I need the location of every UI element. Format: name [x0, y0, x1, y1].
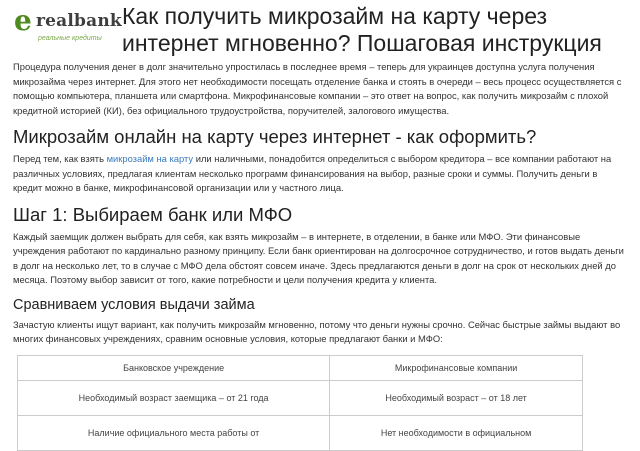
section-heading-online: Микрозайм онлайн на карту через интернет - как оформить? — [13, 126, 537, 147]
page-title: Как получить микрозайм на карту через интернет мгновенно? Пошаговая инструкция — [122, 3, 602, 56]
section-compare-paragraph: Зачастую клиенты ищут вариант, как получить микрозайм мгновенно, потому что деньги нужны срочно. Сейчас быстрые займы выдают во многих финансовых учреждениях, сравним основные условия, которые предлагают банки и МФО: — [13, 318, 621, 344]
table-row — [18, 415, 583, 450]
section-heading-step1: Шаг 1: Выбираем банк или МФО — [13, 203, 293, 225]
intro-paragraph: Процедура получения денег в долг значительно упростилась в последнее время – теперь для украинцев доступна услуга получения микрозайма через интернет. Для этого нет необходимости посещать отделение банка и стоять в очереди – весь процесс осуществляется с помощью компьютера, планшета или смартфона. Микрофинансовые компании – это ответ на вопрос, как получить микрозайм с плохой кредитной историей (КИ), без официального трудоустройства, поручителей, залогового имущества. — [13, 61, 622, 116]
table-cell: Нет необходимости в официальном — [330, 415, 583, 450]
section-heading-compare: Сравниваем условия выдачи займа — [13, 296, 255, 313]
column-header-mfo: Микрофинансовые компании — [330, 355, 583, 380]
comparison-table — [17, 355, 583, 451]
page-header — [0, 0, 640, 56]
article-body — [13, 60, 628, 451]
section-online-paragraph — [13, 152, 628, 196]
paragraph-text: или наличными, понадобится определиться с выбором кредитора – все компании работают на различных условиях, предлагая клиентам несколько программ финансирования на выбор, разные сроки и суммы. Получить деньги в кредит можно в банке, микрофинансовой организации или у частного лица. — [13, 153, 612, 193]
logo-tagline: реальные кредиты — [38, 35, 102, 42]
table-cell: Наличие официального места работы от — [18, 415, 330, 450]
section-step1-paragraph: Каждый заемщик должен выбрать для себя, как взять микрозайм – в интернете, в отделении, в банке или МФО. Эти финансовые учреждения работают по кардинально разному принципу. Если банк ориентирован на долгосрочное сотрудничество, и готов выдать деньги в долг на несколько лет, то в случае с МФО дела обстоят совсем иначе. Здесь предлагаются деньги в долг на срок от нескольких дней до месяца. Поэтому выбор зависит от того, какие потребности и цели получения кредита у клиента. — [13, 230, 624, 285]
table-row — [18, 380, 583, 415]
table-cell: Необходимый возраст заемщика – от 21 года — [18, 380, 330, 415]
table-cell: Необходимый возраст – от 18 лет — [330, 380, 583, 415]
table-header-row — [18, 355, 583, 380]
logo-name: realbank — [36, 11, 122, 31]
logo-mark: e — [14, 4, 32, 37]
column-header-bank: Банковское учреждение — [18, 355, 330, 380]
microloan-card-link[interactable]: микрозайм на карту — [106, 153, 194, 164]
paragraph-text: Перед тем, как взять — [13, 153, 107, 164]
site-logo[interactable] — [14, 4, 124, 52]
